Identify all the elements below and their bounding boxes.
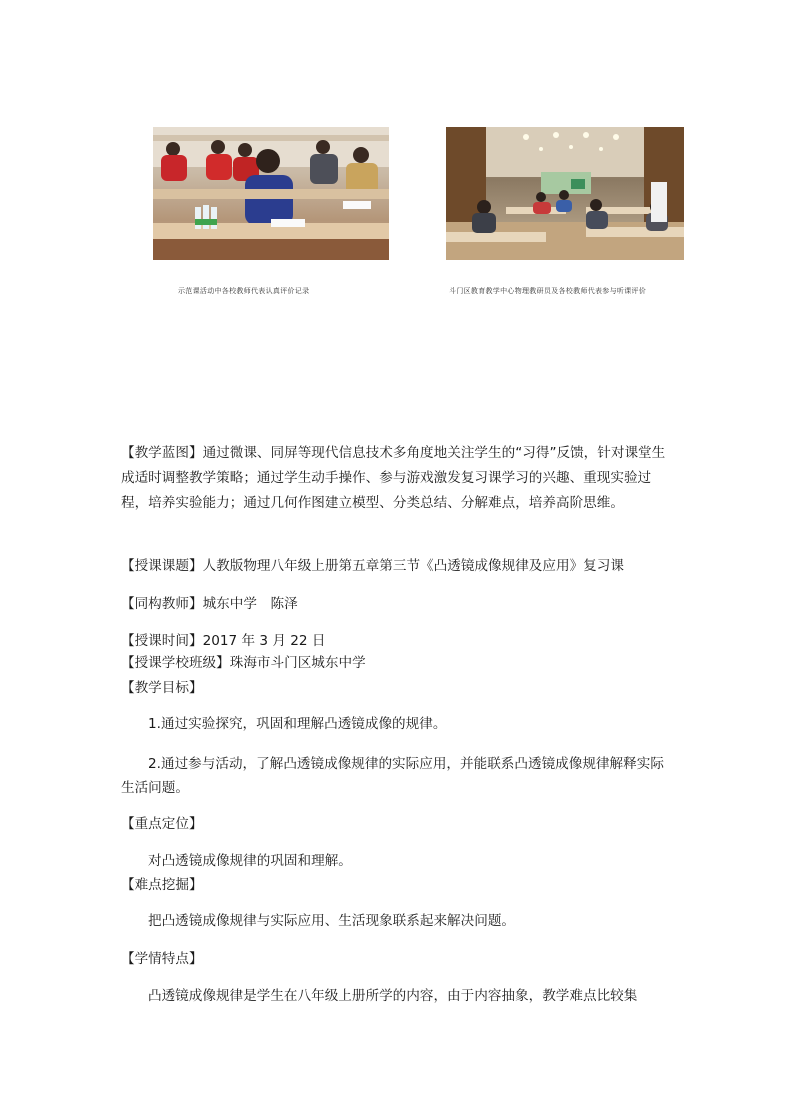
section-text: 人教版物理八年级上册第五章第三节《凸透镜成像规律及应用》复习课 <box>202 558 624 574</box>
section-key-points <box>121 814 669 835</box>
section-label: 【学情特点】 <box>121 951 203 967</box>
goal-item-2: 2.通过参与活动，了解凸透镜成像规律的实际应用，并能联系凸透镜成像规律解释实际生活问题。 <box>121 756 664 796</box>
section-difficulty <box>121 875 669 896</box>
section-label: 【教学目标】 <box>121 680 203 696</box>
key-points-text: 对凸透镜成像规律的巩固和理解。 <box>148 853 352 869</box>
section-school-class <box>121 653 669 674</box>
section-text: 通过微课、同屏等现代信息技术多角度地关注学生的“习得”反馈，针对课堂生成适时调整教学策略；通过学生动手操作、参与游戏激发复习课学习的兴趣、重现实验过程，培养实验能力；通过几何作图建立模型、分类总结、分解难点，培养高阶思维。 <box>121 445 666 511</box>
goal-item-1: 1.通过实验探究，巩固和理解凸透镜成像的规律。 <box>148 716 447 732</box>
section-label: 【重点定位】 <box>121 816 203 832</box>
section-text: 珠海市斗门区城东中学 <box>229 655 366 671</box>
learner-traits-text: 凸透镜成像规律是学生在八年级上册所学的内容，由于内容抽象，教学难点比较集 <box>148 988 638 1004</box>
section-label: 【同构教师】 <box>121 596 203 612</box>
classroom-photo-illustration <box>153 127 389 260</box>
photo-caption-right: 斗门区教育教学中心物理教研员及各校教师代表参与听课评价 <box>449 287 647 295</box>
section-label: 【授课学校班级】 <box>121 655 230 671</box>
section-text: 2017 年 3 月 22 日 <box>202 633 326 649</box>
section-lesson-topic <box>121 556 669 577</box>
photo-classroom-teachers-writing <box>153 127 389 260</box>
difficulty-text: 把凸透镜成像规律与实际应用、生活现象联系起来解决问题。 <box>148 913 516 929</box>
photo-caption-left: 示范课活动中各校教师代表认真评价记录 <box>178 287 310 295</box>
section-label: 【难点挖掘】 <box>121 877 203 893</box>
section-label: 【授课时间】 <box>121 633 203 649</box>
photo-lecture-hall-observers <box>446 127 684 260</box>
section-teaching-goals <box>121 678 669 699</box>
section-learner-traits <box>121 949 669 970</box>
section-teacher <box>121 594 669 615</box>
section-teaching-blueprint <box>121 441 669 516</box>
section-lesson-time <box>121 631 669 652</box>
section-label: 【授课课题】 <box>121 558 203 574</box>
lecture-hall-photo-illustration <box>446 127 684 260</box>
section-text: 城东中学 陈泽 <box>202 596 298 612</box>
section-label: 【教学蓝图】 <box>121 445 203 461</box>
